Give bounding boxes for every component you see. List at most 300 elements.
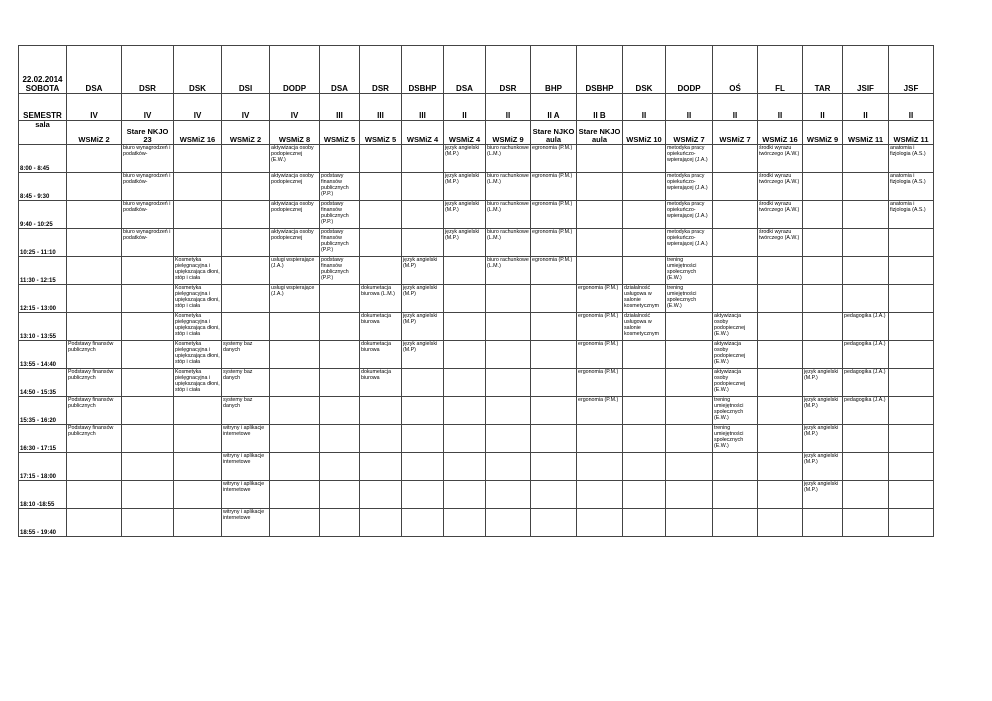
- class-cell: biuro rachunkowe (L.M.): [486, 257, 531, 285]
- class-cell: [486, 453, 531, 481]
- class-cell: ergonomia (P.M.): [577, 397, 623, 425]
- class-cell: [623, 369, 666, 397]
- class-cell: [666, 453, 713, 481]
- class-cell: metodyka pracy opiekuńczo-wpierającej (J.A.): [666, 173, 713, 201]
- class-cell: [531, 481, 577, 509]
- time-slot: 17:15 - 18:00: [19, 453, 67, 481]
- time-slot: 13:10 - 13:55: [19, 313, 67, 341]
- class-cell: [67, 285, 122, 313]
- class-cell: [320, 369, 360, 397]
- semester-value: II: [444, 94, 486, 121]
- class-cell: język angielski (M.P.): [803, 397, 843, 425]
- class-cell: [889, 397, 934, 425]
- class-cell: egronomia (P.M.): [531, 201, 577, 229]
- class-cell: [713, 509, 758, 537]
- class-cell: język angielski (M.P.): [803, 425, 843, 453]
- table-row: [19, 481, 934, 509]
- class-cell: [320, 481, 360, 509]
- class-cell: [531, 313, 577, 341]
- class-cell: [67, 509, 122, 537]
- semester-value: II: [758, 94, 803, 121]
- class-cell: dokumetacja biurowa: [360, 341, 402, 369]
- class-cell: [803, 229, 843, 257]
- class-cell: [486, 285, 531, 313]
- class-cell: język angielski (M.P): [402, 313, 444, 341]
- class-cell: [889, 341, 934, 369]
- semester-value: III: [320, 94, 360, 121]
- class-cell: [444, 453, 486, 481]
- class-cell: podstawy finansów publicznych (P.P.): [320, 229, 360, 257]
- class-cell: [713, 453, 758, 481]
- class-cell: [577, 173, 623, 201]
- semester-value: III: [402, 94, 444, 121]
- schedule-table: [18, 45, 934, 537]
- class-cell: [758, 285, 803, 313]
- class-cell: Podstawy finansów publicznych: [67, 341, 122, 369]
- class-cell: [222, 145, 270, 173]
- class-cell: pedagogika (J.A.): [843, 313, 889, 341]
- class-cell: [843, 257, 889, 285]
- class-cell: [222, 173, 270, 201]
- class-cell: [623, 173, 666, 201]
- group-header: DSK: [623, 46, 666, 94]
- class-cell: działalność usługowa w salonie kosmetycznym: [623, 285, 666, 313]
- class-cell: [623, 453, 666, 481]
- class-cell: [713, 481, 758, 509]
- class-cell: [402, 369, 444, 397]
- class-cell: [360, 509, 402, 537]
- room-value: WSMiZ 5: [360, 121, 402, 145]
- class-cell: [623, 509, 666, 537]
- class-cell: [531, 453, 577, 481]
- class-cell: [623, 145, 666, 173]
- class-cell: [320, 397, 360, 425]
- room-value: Stare NKJO aula: [577, 121, 623, 145]
- class-cell: [174, 397, 222, 425]
- time-slot: 11:30 - 12:15: [19, 257, 67, 285]
- class-cell: [758, 341, 803, 369]
- class-cell: [270, 425, 320, 453]
- class-cell: [713, 229, 758, 257]
- room-label: sala: [19, 121, 67, 145]
- class-cell: biuro wynagrodzeń i podatków-: [122, 145, 174, 173]
- class-cell: [67, 453, 122, 481]
- class-cell: język angielski (M.P): [402, 257, 444, 285]
- class-cell: [623, 425, 666, 453]
- time-slot: 8:00 - 8:45: [19, 145, 67, 173]
- class-cell: metodyka pracy opiekuńczo-wpierającej (J.A.): [666, 145, 713, 173]
- class-cell: [174, 145, 222, 173]
- room-value: WSMiZ 4: [444, 121, 486, 145]
- class-cell: pedagogika (J.A.): [843, 341, 889, 369]
- class-cell: biuro wynagrodzeń i podatków-: [122, 173, 174, 201]
- group-header: DODP: [666, 46, 713, 94]
- class-cell: środki wyrazu twórczego (A.W.): [758, 173, 803, 201]
- class-cell: Kosmetyka pielęgnacyjna i upiększająca dłoni, stóp i ciała: [174, 341, 222, 369]
- class-cell: [889, 425, 934, 453]
- class-cell: anatomia i fizjologia (A.S.): [889, 173, 934, 201]
- class-cell: [360, 481, 402, 509]
- group-header: DSA: [444, 46, 486, 94]
- class-cell: [623, 341, 666, 369]
- room-row: [19, 121, 934, 145]
- class-cell: systemy baz danych: [222, 369, 270, 397]
- group-header: DSA: [320, 46, 360, 94]
- class-cell: [270, 369, 320, 397]
- class-cell: [889, 229, 934, 257]
- semester-value: II: [713, 94, 758, 121]
- class-cell: [174, 481, 222, 509]
- class-cell: [803, 285, 843, 313]
- class-cell: [531, 369, 577, 397]
- class-cell: [444, 397, 486, 425]
- class-cell: [531, 341, 577, 369]
- class-cell: język angielski (M.P.): [444, 201, 486, 229]
- semester-value: IV: [67, 94, 122, 121]
- class-cell: [666, 481, 713, 509]
- class-cell: [803, 145, 843, 173]
- semester-value: II: [623, 94, 666, 121]
- class-cell: [320, 145, 360, 173]
- group-header-row: [19, 46, 934, 94]
- class-cell: [803, 201, 843, 229]
- class-cell: usługi wspierające (J.A.): [270, 285, 320, 313]
- schedule-day: SOBOTA: [25, 84, 60, 93]
- semester-value: IV: [270, 94, 320, 121]
- class-cell: [444, 341, 486, 369]
- class-cell: [360, 173, 402, 201]
- group-header: JSIF: [843, 46, 889, 94]
- class-cell: [122, 285, 174, 313]
- class-cell: [577, 481, 623, 509]
- class-cell: [360, 453, 402, 481]
- class-cell: [531, 509, 577, 537]
- class-cell: działalność usługowa w salonie kosmetycznym: [623, 313, 666, 341]
- class-cell: [843, 425, 889, 453]
- class-cell: [360, 425, 402, 453]
- class-cell: pedagogika (J.A.): [843, 369, 889, 397]
- class-cell: [843, 173, 889, 201]
- class-cell: [122, 397, 174, 425]
- table-row: [19, 509, 934, 537]
- class-cell: [174, 425, 222, 453]
- class-cell: metodyka pracy opiekuńczo-wpierającej (J.A.): [666, 229, 713, 257]
- class-cell: środki wyrazu twórczego (A.W.): [758, 229, 803, 257]
- class-cell: aktywizacja osoby podopiecznej (E.W.): [713, 313, 758, 341]
- table-row: [19, 453, 934, 481]
- date-cell: [19, 46, 67, 94]
- class-cell: Kosmetyka pielęgnacyjna i upiększająca dłoni, stóp i ciała: [174, 285, 222, 313]
- class-cell: [122, 425, 174, 453]
- class-cell: trening umiejętności społecznych (E.W.): [666, 285, 713, 313]
- room-value: Stare NJKO aula: [531, 121, 577, 145]
- class-cell: biuro rachunkowe (L.M.): [486, 173, 531, 201]
- class-cell: witryny i aplikacje internetowe: [222, 481, 270, 509]
- class-cell: język angielski (M.P.): [444, 145, 486, 173]
- class-cell: biuro wynagrodzeń i podatków-: [122, 229, 174, 257]
- class-cell: [174, 201, 222, 229]
- class-cell: [577, 509, 623, 537]
- class-cell: [122, 313, 174, 341]
- time-slot: 9:40 - 10:25: [19, 201, 67, 229]
- table-row: [19, 313, 934, 341]
- class-cell: [758, 257, 803, 285]
- class-cell: [402, 145, 444, 173]
- class-cell: podstawy finansów publicznych (P.P.): [320, 201, 360, 229]
- class-cell: [402, 425, 444, 453]
- class-cell: dokumetacja biurowa: [360, 313, 402, 341]
- class-cell: [270, 313, 320, 341]
- class-cell: podstawy finansów publicznych (P.P.): [320, 173, 360, 201]
- class-cell: [222, 229, 270, 257]
- class-cell: [486, 369, 531, 397]
- class-cell: aktywizacja osoby podopiecznej: [270, 201, 320, 229]
- class-cell: [174, 173, 222, 201]
- table-row: [19, 425, 934, 453]
- semester-value: II: [666, 94, 713, 121]
- class-cell: [122, 369, 174, 397]
- table-row: [19, 341, 934, 369]
- class-cell: [623, 257, 666, 285]
- class-cell: [320, 453, 360, 481]
- class-cell: [270, 453, 320, 481]
- class-cell: język angielski (M.P): [402, 285, 444, 313]
- class-cell: aktywizacja osoby podopiecznej: [270, 173, 320, 201]
- group-header: DSR: [486, 46, 531, 94]
- class-cell: [222, 201, 270, 229]
- class-cell: dokumetacja biurowa (L.M.): [360, 285, 402, 313]
- class-cell: [402, 201, 444, 229]
- semester-row: [19, 94, 934, 121]
- class-cell: [843, 145, 889, 173]
- class-cell: [843, 201, 889, 229]
- table-row: [19, 229, 934, 257]
- class-cell: [666, 509, 713, 537]
- semester-value: II: [889, 94, 934, 121]
- class-cell: [174, 509, 222, 537]
- group-header: OŚ: [713, 46, 758, 94]
- class-cell: [360, 145, 402, 173]
- class-cell: [486, 397, 531, 425]
- class-cell: Kosmetyka pielęgnacyjna i upiększająca dłoni, stóp i ciała: [174, 257, 222, 285]
- class-cell: [713, 257, 758, 285]
- group-header: DODP: [270, 46, 320, 94]
- room-value: WSMiZ 9: [803, 121, 843, 145]
- class-cell: aktywizacja osoby podopiecznej: [270, 229, 320, 257]
- class-cell: [803, 173, 843, 201]
- room-value: WSMiZ 11: [889, 121, 934, 145]
- group-header: DSI: [222, 46, 270, 94]
- class-cell: [577, 229, 623, 257]
- class-cell: aktywizacja osoby podopiecznej (E.W.): [713, 369, 758, 397]
- group-header: TAR: [803, 46, 843, 94]
- class-cell: [402, 173, 444, 201]
- class-cell: ergonomia (P.M.): [577, 285, 623, 313]
- class-cell: aktywizacja osoby podopiecznej (E.W.): [270, 145, 320, 173]
- class-cell: [713, 285, 758, 313]
- class-cell: [174, 229, 222, 257]
- room-value: WSMiZ 7: [713, 121, 758, 145]
- class-cell: język angielski (M.P.): [444, 173, 486, 201]
- group-header: DSR: [122, 46, 174, 94]
- class-cell: [67, 481, 122, 509]
- class-cell: [486, 341, 531, 369]
- semester-value: II: [803, 94, 843, 121]
- class-cell: [122, 341, 174, 369]
- table-row: [19, 173, 934, 201]
- class-cell: Kosmetyka pielęgnacyjna i upiększająca dłoni, stóp i ciała: [174, 313, 222, 341]
- time-slot: 15:35 - 16:20: [19, 397, 67, 425]
- class-cell: [320, 425, 360, 453]
- class-cell: [889, 369, 934, 397]
- schedule-date: 22.02.2014: [22, 75, 63, 84]
- class-cell: język angielski (M.P.): [803, 453, 843, 481]
- semester-value: III: [360, 94, 402, 121]
- class-cell: [402, 453, 444, 481]
- class-cell: [803, 509, 843, 537]
- class-cell: [444, 425, 486, 453]
- class-cell: systemy baz danych: [222, 341, 270, 369]
- class-cell: biuro rachunkowe (L.M.): [486, 201, 531, 229]
- class-cell: [444, 509, 486, 537]
- class-cell: anatomia i fizjologia (A.S.): [889, 145, 934, 173]
- table-row: [19, 285, 934, 313]
- class-cell: [803, 313, 843, 341]
- room-value: WSMiZ 16: [758, 121, 803, 145]
- class-cell: [758, 481, 803, 509]
- class-cell: [174, 453, 222, 481]
- class-cell: język angielski (M.P.): [444, 229, 486, 257]
- room-value: WSMiZ 8: [270, 121, 320, 145]
- class-cell: [444, 313, 486, 341]
- class-cell: [67, 229, 122, 257]
- class-cell: [444, 369, 486, 397]
- room-value: WSMiZ 7: [666, 121, 713, 145]
- class-cell: [889, 257, 934, 285]
- time-slot: 18:55 - 19:40: [19, 509, 67, 537]
- time-slot: 18:10 -18:55: [19, 481, 67, 509]
- class-cell: [360, 257, 402, 285]
- semester-label: SEMESTR: [19, 94, 67, 121]
- class-cell: [67, 257, 122, 285]
- room-value: WSMiZ 16: [174, 121, 222, 145]
- class-cell: [320, 285, 360, 313]
- class-cell: [843, 509, 889, 537]
- class-cell: trening umiejętności społecznych (E.W.): [666, 257, 713, 285]
- class-cell: [843, 453, 889, 481]
- class-cell: metodyka pracy opiekuńczo-wpierającej (J.A.): [666, 201, 713, 229]
- class-cell: [758, 397, 803, 425]
- class-cell: [444, 285, 486, 313]
- class-cell: egronomia (P.M.): [531, 229, 577, 257]
- class-cell: [402, 481, 444, 509]
- class-cell: trening umiejętności społecznych (E.W.): [713, 425, 758, 453]
- semester-value: II: [843, 94, 889, 121]
- group-header: FL: [758, 46, 803, 94]
- class-cell: Podstawy finansów publicznych: [67, 397, 122, 425]
- class-cell: witryny i aplikacje internetowe: [222, 425, 270, 453]
- semester-value: II A: [531, 94, 577, 121]
- class-cell: [843, 285, 889, 313]
- class-cell: [666, 397, 713, 425]
- class-cell: [577, 425, 623, 453]
- table-row: [19, 145, 934, 173]
- time-slot: 14:50 - 15:35: [19, 369, 67, 397]
- class-cell: trening umiejętności społecznych (E.W.): [713, 397, 758, 425]
- class-cell: [666, 341, 713, 369]
- room-value: WSMiZ 5: [320, 121, 360, 145]
- class-cell: [222, 257, 270, 285]
- class-cell: ergonomia (P.M.): [577, 313, 623, 341]
- class-cell: biuro rachunkowe (L.M.): [486, 229, 531, 257]
- class-cell: [577, 145, 623, 173]
- class-cell: [444, 257, 486, 285]
- class-cell: [122, 509, 174, 537]
- class-cell: [577, 453, 623, 481]
- class-cell: [486, 481, 531, 509]
- class-cell: [320, 341, 360, 369]
- semester-value: II: [486, 94, 531, 121]
- class-cell: [666, 369, 713, 397]
- class-cell: [666, 313, 713, 341]
- class-cell: język angielski (M.P.): [803, 369, 843, 397]
- class-cell: biuro rachunkowe (L.M.): [486, 145, 531, 173]
- class-cell: [270, 397, 320, 425]
- time-slot: 8:45 - 9:30: [19, 173, 67, 201]
- class-cell: [758, 453, 803, 481]
- class-cell: [577, 257, 623, 285]
- room-value: WSMiZ 4: [402, 121, 444, 145]
- class-cell: [531, 285, 577, 313]
- class-cell: środki wyrazu twórczego (A.W.): [758, 145, 803, 173]
- semester-value: IV: [222, 94, 270, 121]
- class-cell: egronomia (P.M.): [531, 145, 577, 173]
- time-slot: 16:30 - 17:15: [19, 425, 67, 453]
- class-cell: [67, 173, 122, 201]
- class-cell: [320, 509, 360, 537]
- class-cell: Podstawy finansów publicznych: [67, 425, 122, 453]
- room-value: WSMiZ 9: [486, 121, 531, 145]
- class-cell: [713, 173, 758, 201]
- class-cell: Kosmetyka pielęgnacyjna i upiększająca dłoni, stóp i ciała: [174, 369, 222, 397]
- class-cell: [270, 509, 320, 537]
- class-cell: [889, 285, 934, 313]
- class-cell: podstawy finansów publicznych (P.P.): [320, 257, 360, 285]
- class-cell: [758, 369, 803, 397]
- class-cell: [402, 509, 444, 537]
- table-row: [19, 257, 934, 285]
- group-header: DSK: [174, 46, 222, 94]
- room-value: WSMiZ 2: [67, 121, 122, 145]
- class-cell: [360, 201, 402, 229]
- class-cell: [889, 453, 934, 481]
- group-header: DSBHP: [402, 46, 444, 94]
- class-cell: [531, 397, 577, 425]
- class-cell: [666, 425, 713, 453]
- class-cell: [843, 481, 889, 509]
- semester-value: II B: [577, 94, 623, 121]
- table-row: [19, 201, 934, 229]
- class-cell: [122, 453, 174, 481]
- class-cell: [758, 313, 803, 341]
- class-cell: [889, 509, 934, 537]
- class-cell: witryny i aplikacje internetowe: [222, 453, 270, 481]
- class-cell: egronomia (P.M.): [531, 173, 577, 201]
- room-value: WSMiZ 11: [843, 121, 889, 145]
- class-cell: [67, 145, 122, 173]
- class-cell: witryny i aplikacje internetowe: [222, 509, 270, 537]
- room-value: WSMiZ 10: [623, 121, 666, 145]
